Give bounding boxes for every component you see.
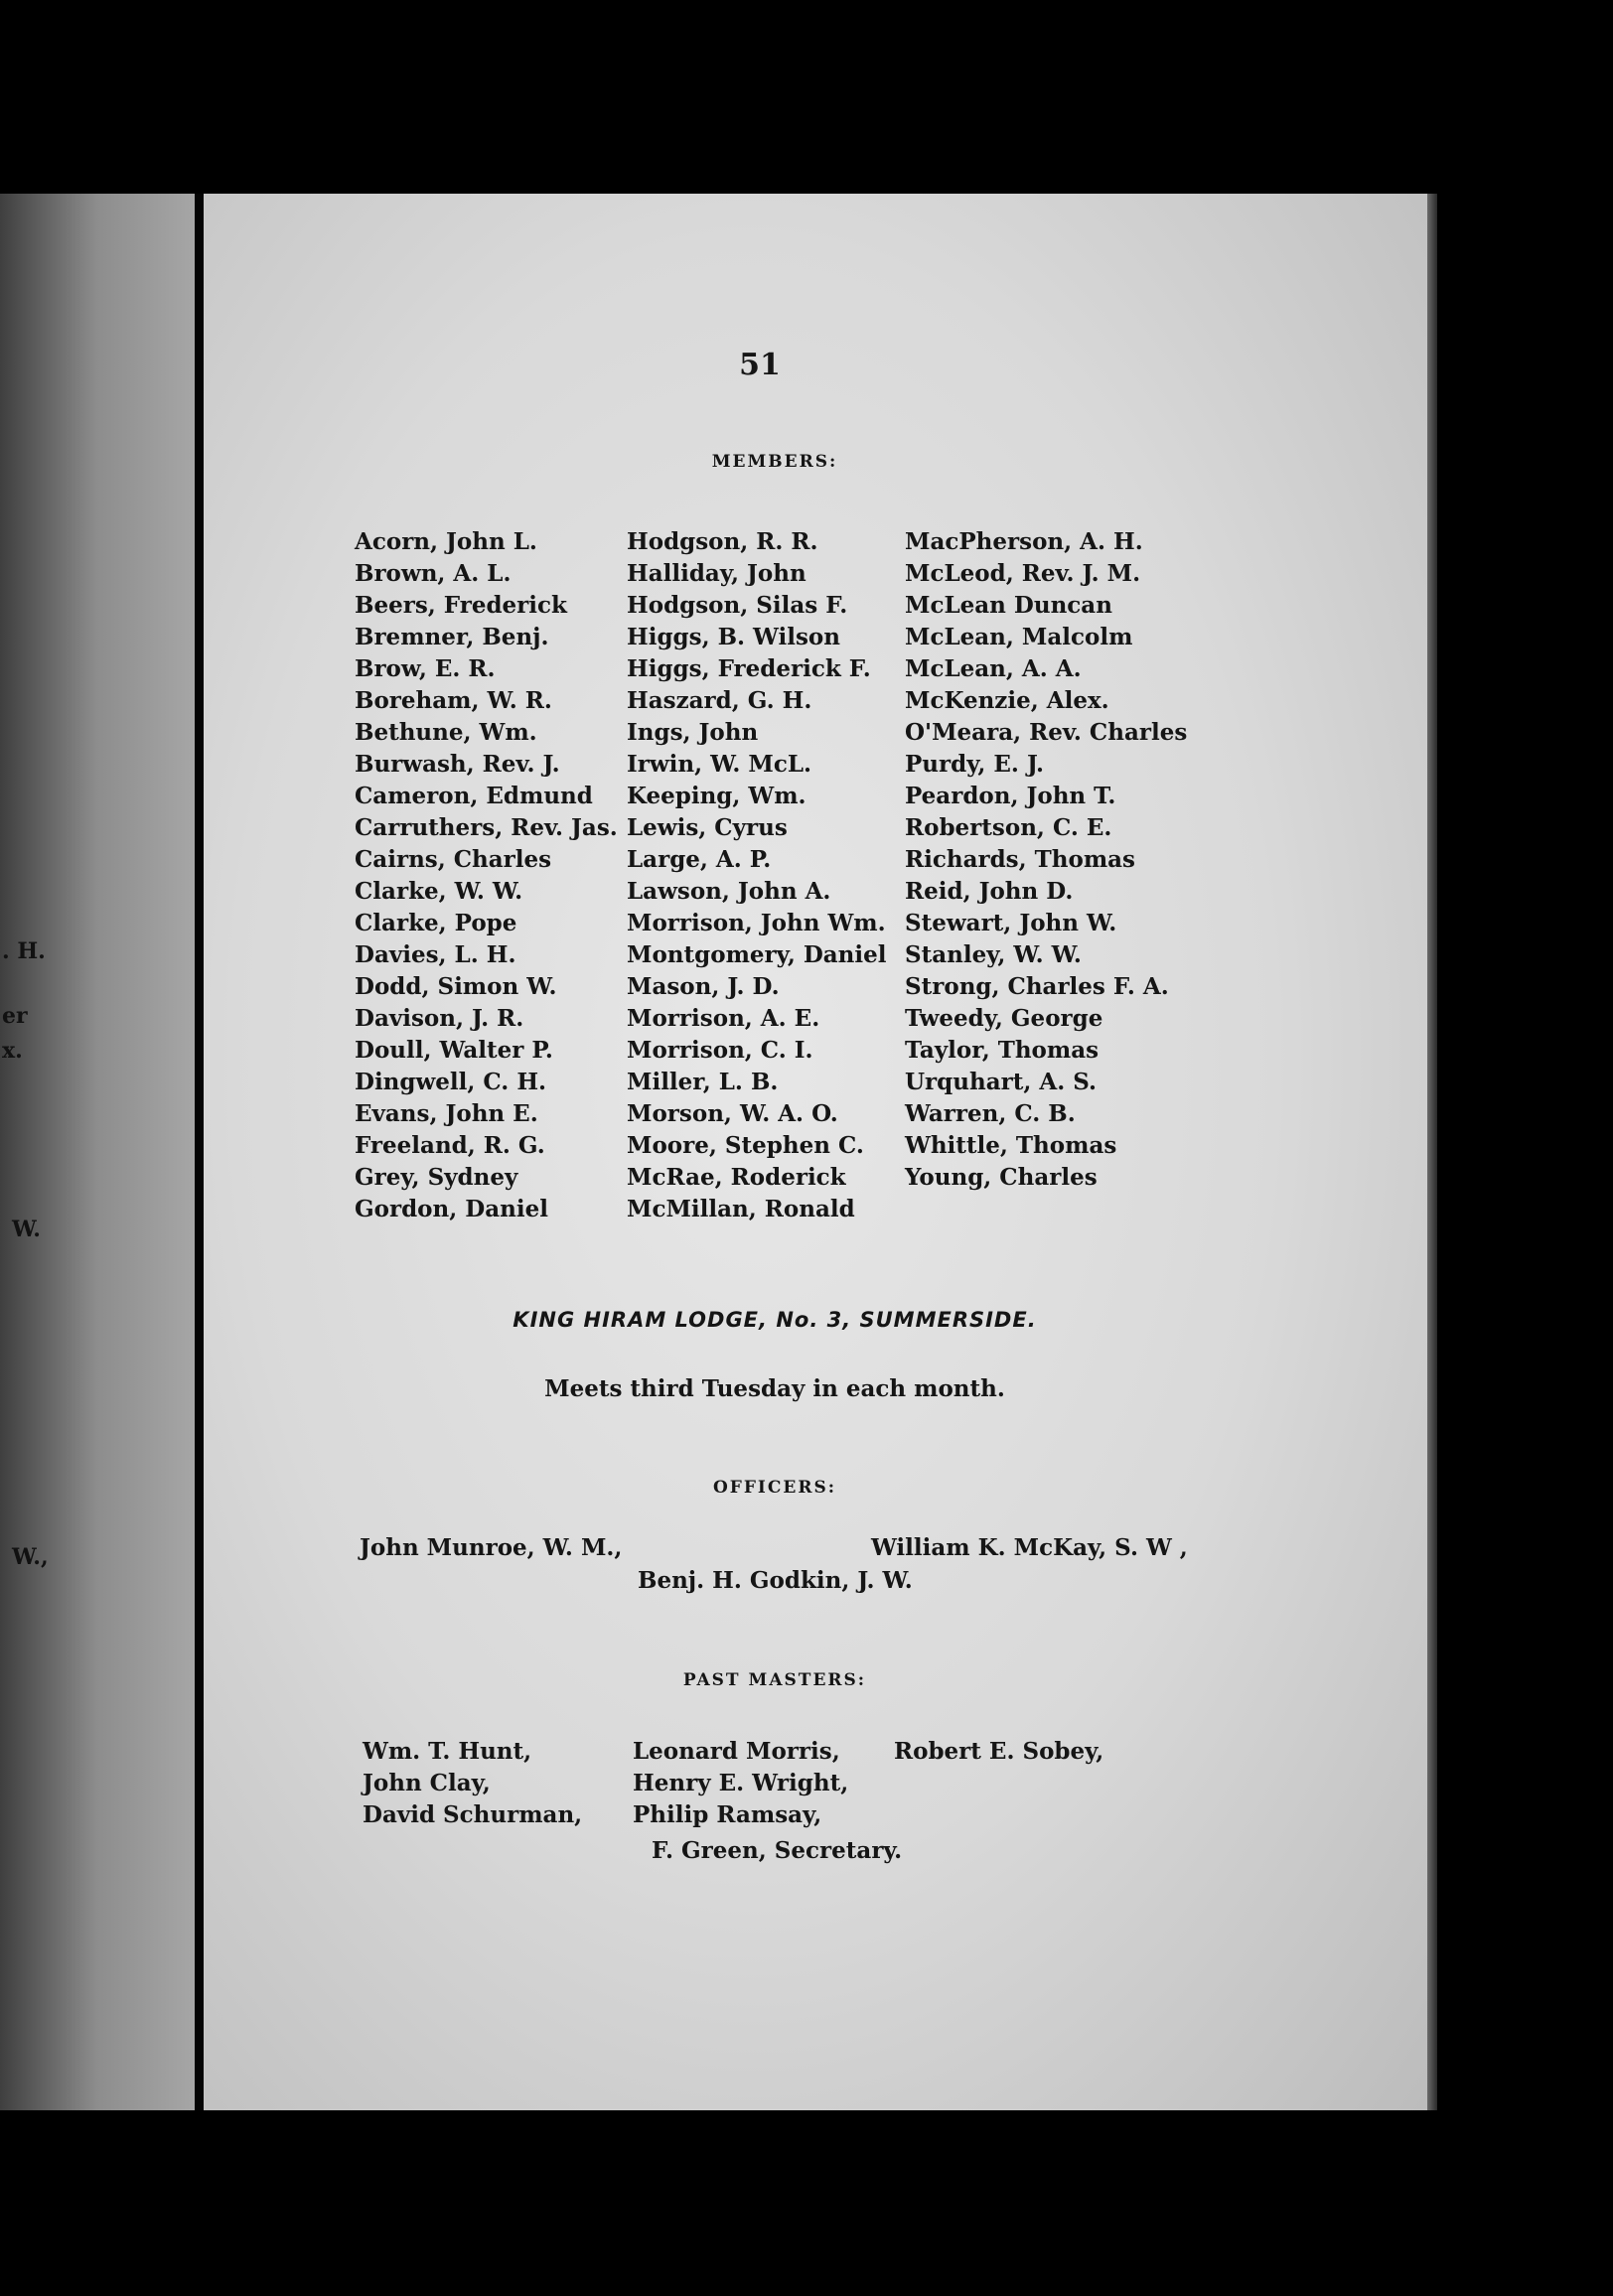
name-entry: Morrison, A. E. [627, 1005, 820, 1032]
prev-page-fragment: . H. [2, 938, 46, 964]
book-gutter [195, 194, 204, 2110]
name-entry: Leonard Morris, [633, 1738, 840, 1765]
name-entry: Miller, L. B. [627, 1069, 779, 1095]
name-entry: Stewart, John W. [905, 910, 1117, 936]
name-entry: John Clay, [363, 1770, 491, 1796]
name-entry: Morrison, C. I. [627, 1037, 813, 1064]
lodge-title: KING HIRAM LODGE, No. 3, SUMMERSIDE. [513, 1308, 1037, 1332]
name-entry: Halliday, John [627, 560, 806, 587]
name-entry: Urquhart, A. S. [905, 1069, 1098, 1095]
name-entry: Tweedy, George [905, 1005, 1103, 1032]
name-entry: Keeping, Wm. [627, 783, 806, 809]
page-number: 51 [739, 348, 781, 382]
name-entry: Carruthers, Rev. Jas. [355, 814, 618, 841]
name-entry: McLean, A. A. [905, 655, 1082, 682]
name-entry: Whittle, Thomas [905, 1132, 1117, 1159]
name-entry: Robert E. Sobey, [894, 1738, 1104, 1765]
name-entry: Beers, Frederick [355, 592, 567, 619]
page-edge-shadow [1427, 194, 1437, 2110]
prev-page-fragment: x. [2, 1038, 23, 1064]
name-entry: MacPherson, A. H. [905, 528, 1143, 555]
name-entry: Davison, J. R. [355, 1005, 524, 1032]
name-entry: Clarke, W. W. [355, 878, 523, 905]
name-entry: Higgs, Frederick F. [627, 655, 871, 682]
name-entry: Peardon, John T. [905, 783, 1116, 809]
name-entry: Haszard, G. H. [627, 687, 812, 714]
name-entry: Hodgson, R. R. [627, 528, 818, 555]
name-entry: David Schurman, [363, 1801, 583, 1828]
name-entry: Purdy, E. J. [905, 751, 1045, 778]
name-entry: Philip Ramsay, [633, 1801, 822, 1828]
name-entry: Reid, John D. [905, 878, 1074, 905]
name-entry: McLeod, Rev. J. M. [905, 560, 1141, 587]
name-entry: Stanley, W. W. [905, 941, 1082, 968]
name-entry: McKenzie, Alex. [905, 687, 1109, 714]
name-entry: Young, Charles [905, 1164, 1098, 1191]
name-entry: Taylor, Thomas [905, 1037, 1100, 1064]
prev-page-fragment: W. [12, 1217, 41, 1242]
members-column-3 [905, 526, 1187, 1194]
name-entry: Hodgson, Silas F. [627, 592, 848, 619]
name-entry: McMillan, Ronald [627, 1196, 855, 1222]
members-column-2 [627, 526, 887, 1225]
past-masters-column-3 [894, 1736, 1103, 1768]
name-entry: Cameron, Edmund [355, 783, 593, 809]
name-entry: Ings, John [627, 719, 759, 746]
name-entry: Boreham, W. R. [355, 687, 552, 714]
past-masters-column-2 [633, 1736, 848, 1831]
officer-junior-warden: Benj. H. Godkin, J. W. [638, 1567, 913, 1594]
name-entry: Strong, Charles F. A. [905, 973, 1169, 1000]
prev-page-fragment: W., [12, 1544, 49, 1570]
document-page [204, 194, 1427, 2110]
name-entry: McLean Duncan [905, 592, 1112, 619]
prev-page-fragment: er [2, 1003, 28, 1029]
name-entry: Bethune, Wm. [355, 719, 537, 746]
name-entry: Clarke, Pope [355, 910, 517, 936]
secretary: F. Green, Secretary. [652, 1837, 903, 1864]
officers-heading: OFFICERS: [712, 1478, 837, 1498]
past-masters-heading: PAST MASTERS: [682, 1670, 867, 1690]
name-entry: O'Meara, Rev. Charles [905, 719, 1188, 746]
name-entry: Dingwell, C. H. [355, 1069, 547, 1095]
name-entry: Irwin, W. McL. [627, 751, 812, 778]
meeting-schedule: Meets third Tuesday in each month. [544, 1375, 1005, 1402]
name-entry: Evans, John E. [355, 1100, 538, 1127]
name-entry: Lewis, Cyrus [627, 814, 788, 841]
name-entry: Freeland, R. G. [355, 1132, 545, 1159]
name-entry: McRae, Roderick [627, 1164, 846, 1191]
name-entry: Robertson, C. E. [905, 814, 1112, 841]
name-entry: Higgs, B. Wilson [627, 624, 840, 650]
name-entry: Morrison, John Wm. [627, 910, 886, 936]
name-entry: Morson, W. A. O. [627, 1100, 838, 1127]
name-entry: Bremner, Benj. [355, 624, 549, 650]
officer-worshipful-master: John Munroe, W. M., [360, 1534, 623, 1561]
members-column-1 [355, 526, 618, 1225]
name-entry: Henry E. Wright, [633, 1770, 849, 1796]
name-entry: Cairns, Charles [355, 846, 552, 873]
members-heading: MEMBERS: [711, 452, 838, 472]
name-entry: Dodd, Simon W. [355, 973, 557, 1000]
officer-senior-warden: William K. McKay, S. W , [871, 1534, 1188, 1561]
name-entry: Acorn, John L. [355, 528, 537, 555]
name-entry: Gordon, Daniel [355, 1196, 548, 1222]
name-entry: Moore, Stephen C. [627, 1132, 864, 1159]
name-entry: Brow, E. R. [355, 655, 496, 682]
name-entry: Lawson, John A. [627, 878, 831, 905]
past-masters-column-1 [363, 1736, 582, 1831]
name-entry: Wm. T. Hunt, [363, 1738, 532, 1765]
name-entry: Warren, C. B. [905, 1100, 1076, 1127]
name-entry: Montgomery, Daniel [627, 941, 887, 968]
name-entry: Mason, J. D. [627, 973, 780, 1000]
name-entry: Richards, Thomas [905, 846, 1136, 873]
name-entry: Grey, Sydney [355, 1164, 518, 1191]
name-entry: Doull, Walter P. [355, 1037, 553, 1064]
name-entry: Burwash, Rev. J. [355, 751, 560, 778]
name-entry: McLean, Malcolm [905, 624, 1133, 650]
previous-page-edge [0, 194, 195, 2110]
name-entry: Davies, L. H. [355, 941, 516, 968]
name-entry: Large, A. P. [627, 846, 772, 873]
name-entry: Brown, A. L. [355, 560, 512, 587]
